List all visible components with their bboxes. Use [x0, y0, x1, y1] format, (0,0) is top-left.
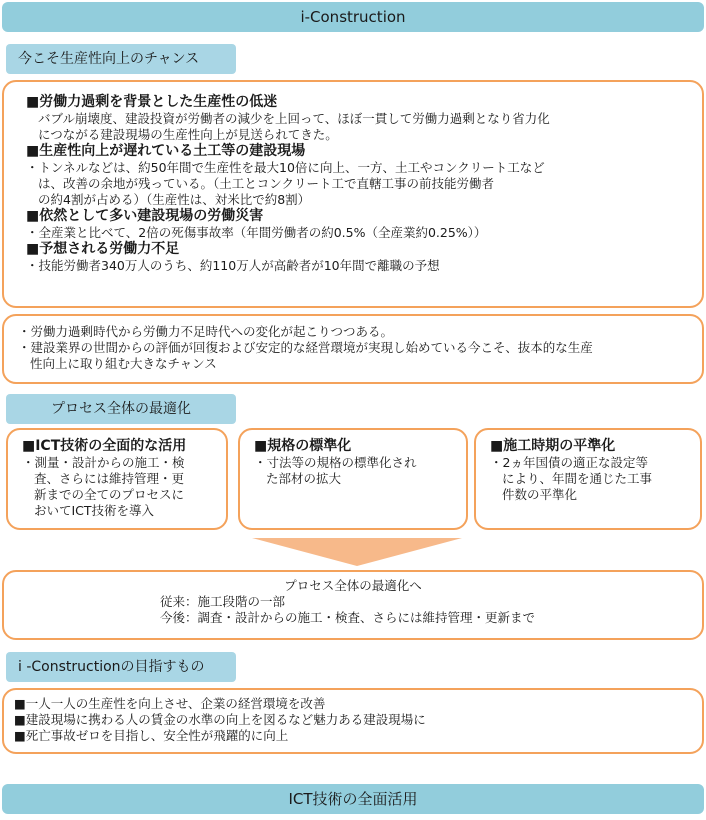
text-labor-surplus-2: につながる建設現場の生産性向上が見送られてきた。	[38, 127, 338, 142]
text-ict-4: おいてICT技術を導入	[34, 503, 155, 518]
text-standardization-1: ・寸法等の規格の標準化され	[254, 455, 417, 470]
text-opportunity-3: 性向上に取り組む大きなチャンス	[30, 356, 217, 371]
goal-wages: ■建設現場に携わる人の賃金の水準の向上を図るなど魅力ある建設現場に	[14, 712, 426, 727]
heading-labor-surplus: ■労働力過剰を背景とした生産性の低迷	[26, 94, 278, 110]
col-leveling	[474, 428, 702, 530]
page-title: i-Construction	[300, 8, 406, 26]
text-standardization-2: た部材の拡大	[266, 471, 342, 486]
heading-standardization: ■規格の標準化	[254, 438, 352, 454]
text-productivity-lag-2: は、改善の余地が残っている。（土工とコンクリート工で直轄工事の前技能労働者	[38, 176, 495, 191]
text-opportunity-2: ・建設業界の世間からの評価が回復および安定的な経営環境が実現し始めている今こそ、抜本的な生産	[18, 340, 593, 355]
result-title: プロセス全体の最適化へ	[284, 578, 422, 593]
box-opportunity	[2, 314, 704, 384]
goal-safety: ■死亡事故ゼロを目指し、安全性が飛躍的に向上	[14, 728, 289, 743]
text-productivity-lag-1: ・トンネルなどは、約50年間で生産性を最大10倍に向上、一方、土工やコンクリート工など	[26, 160, 545, 175]
col-ict	[6, 428, 228, 530]
result-line-after: 今後：調査・設計からの施工・検査、さらには維持管理・更新まで	[160, 610, 536, 625]
text-labor-shortage: ・技能労働者340万人のうち、約110万人が高齢者が10年間で離職の予想	[26, 258, 440, 273]
heading-ict: ■ICT技術の全面的な活用	[22, 438, 187, 454]
heading-productivity-lag: ■生産性向上が遅れている土工等の建設現場	[26, 143, 306, 159]
text-productivity-lag-3: の約4割が占める）（生産性は、対米比で約8割）	[38, 192, 311, 207]
col-standardization	[238, 428, 468, 530]
text-leveling-1: ・2ヵ年国債の適正な設定等	[490, 455, 648, 470]
bottom-title-bar	[2, 784, 704, 814]
section-label-chance: 今こそ生産性向上のチャンス	[6, 44, 236, 74]
bottom-title: ICT技術の全面活用	[288, 790, 418, 808]
text-labor-surplus-1: バブル崩壊度、建設投資が労働者の減少を上回って、ほぼ一貫して労働力過剰となり省力化	[38, 111, 550, 126]
down-arrow-icon	[252, 538, 462, 566]
box-background	[2, 80, 704, 308]
result-line-before: 従来：施工段階の一部	[160, 594, 286, 609]
box-goals	[2, 688, 704, 754]
section-label-optimization: プロセス全体の最適化	[6, 394, 236, 424]
text-ict-2: 査、さらには維持管理・更	[34, 471, 185, 486]
text-ict-3: 新までの全てのプロセスに	[34, 487, 185, 502]
box-result	[2, 570, 704, 640]
top-title-bar	[2, 2, 704, 32]
heading-accidents: ■依然として多い建設現場の労働災害	[26, 208, 264, 224]
heading-labor-shortage: ■予想される労働力不足	[26, 241, 180, 257]
text-opportunity-1: ・労働力過剰時代から労働力不足時代への変化が起こりつつある。	[18, 324, 394, 339]
heading-leveling: ■施工時期の平準化	[490, 438, 616, 454]
goal-productivity: ■一人一人の生産性を向上させ、企業の経営環境を改善	[14, 696, 326, 711]
text-ict-1: ・測量・設計からの施工・検	[22, 455, 185, 470]
text-leveling-2: により、年間を通じた工事	[502, 471, 653, 486]
section-label-goals: i -Constructionの目指すもの	[6, 652, 236, 682]
text-accidents: ・全産業と比べて、2倍の死傷事故率（年間労働者の約0.5%（全産業約0.25%））	[26, 225, 487, 240]
text-leveling-3: 件数の平準化	[502, 487, 578, 502]
